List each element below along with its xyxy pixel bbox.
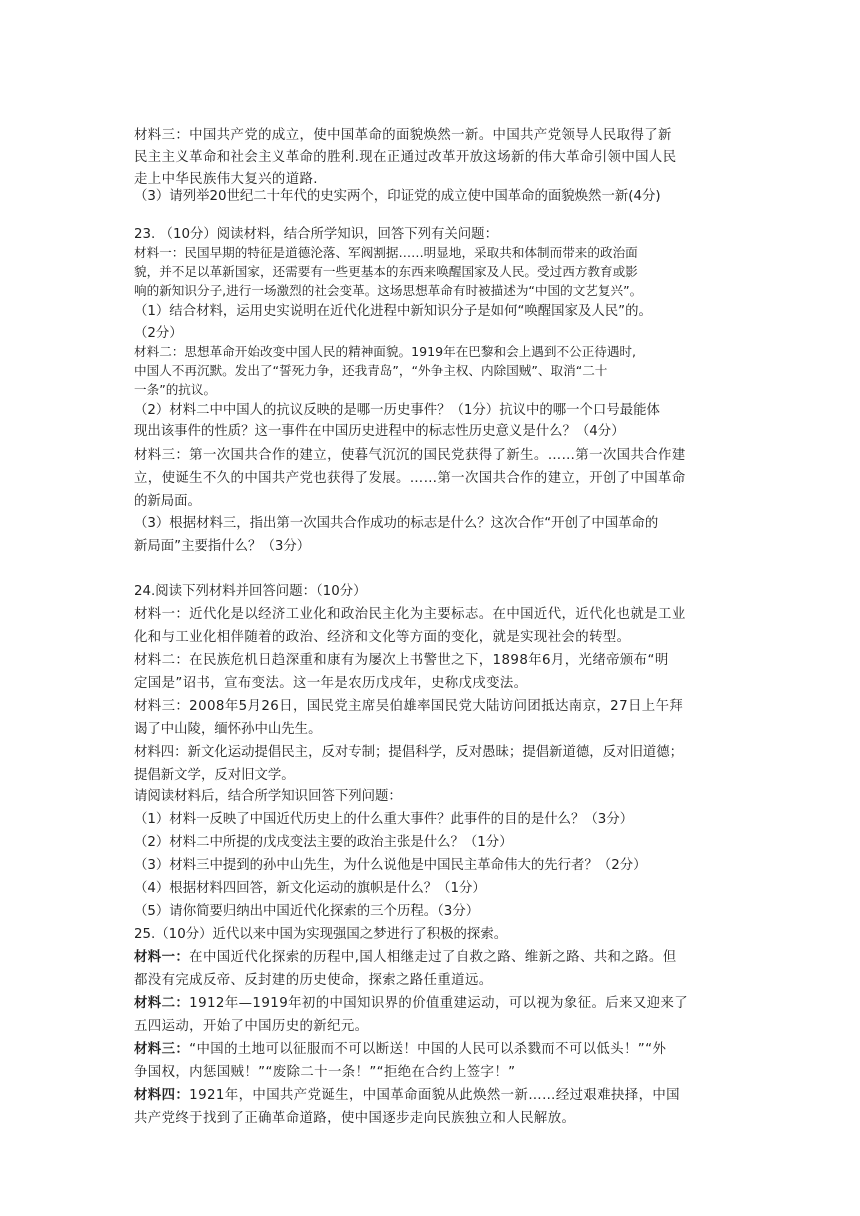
q24-question5: （5）请你简要归纳出中国近代化探索的三个历程。（3分） (134, 904, 480, 919)
q24-question4: （4）根据材料四回答，新文化运动的旗帜是什么？（1分） (134, 881, 486, 896)
q23-material1-line3: 响的新知识分子,进行一场激烈的社会变革。这场思想革命有时被描述为“中国的文艺复兴”。 (134, 283, 643, 298)
q24-question1: （1）材料一反映了中国近代历史上的什么重大事件？此事件的目的是什么？（3分） (134, 812, 634, 827)
q25-material2-line1 (134, 993, 744, 1015)
q23-material2-line1: 材料二：思想革命开始改变中国人民的精神面貌。1919年在巴黎和会上遇到不公正待遇时, (134, 344, 637, 359)
q25-header: 25.（10分）近代以来中国为实现强国之梦进行了积极的探索。 (134, 927, 508, 942)
q23-material1-line1: 材料一：民国早期的特征是道德沦落、军阀割据……明显地，采取共和体制而带来的政治面 (134, 245, 638, 260)
q25-material1-line1 (134, 947, 744, 969)
q23-material3-line2: 立，使诞生不久的中国共产党也获得了发展。……第一次国共合作的建立，开创了中国革命 (134, 471, 686, 486)
q25-material2-label: 材料二： (134, 996, 190, 1011)
q22-material3-line2: 民主主义革命和社会主义革命的胜利.现在正通过改革开放这场新的伟大革命引领中国人民 (134, 150, 677, 165)
q23-question2-line1: （2）材料二中中国人的抗议反映的是哪一历史事件？（1分）抗议中的哪一个口号最能体 (134, 403, 660, 418)
q23-question3-line1: （3）根据材料三，指出第一次国共合作成功的标志是什么？这次合作“开创了中国革命的 (134, 516, 659, 531)
q23-question1-line1: （1）结合材料，运用史实说明在近代化进程中新知识分子是如何“唤醒国家及人民”的。 (134, 304, 652, 319)
q25-material2-text: 1912年—1919年初的中国知识界的价值重建运动，可以视为象征。后来又迎来了 (189, 996, 689, 1011)
q25-material4-label: 材料四： (134, 1088, 190, 1103)
q22-material3-line3: 走上中华民族伟大复兴的道路. (134, 172, 318, 187)
q24-header: 24.阅读下列材料并回答问题：（10分） (134, 584, 367, 599)
q24-question2: （2）材料二中所提的戊戌变法主要的政治主张是什么？（1分） (134, 835, 513, 850)
q25-material3-line2: 争国权，内惩国贼！”“废除二十一条！”“拒绝在合约上签字！” (134, 1065, 516, 1080)
q23-material2-line2: 中国人不再沉默。发出了“誓死力争，还我青岛”，“外争主权、内除国贼”、取消“二十 (134, 363, 608, 378)
q23-question1-line2: （2分） (134, 326, 183, 341)
q25-material4-line2: 共产党终于找到了正确革命道路，使中国逐步走向民族独立和人民解放。 (134, 1111, 576, 1126)
q25-material3-label: 材料三： (134, 1042, 190, 1057)
q25-material4-text: 1921年，中国共产党诞生，中国革命面貌从此焕然一新……经过艰难抉择，中国 (189, 1088, 680, 1103)
q23-header: 23. （10分）阅读材料，结合所学知识，回答下列有关问题： (134, 227, 498, 242)
q24-material4-line2: 提倡新文学，反对旧文学。 (134, 768, 295, 783)
q23-material2-line3: 一条”的抗议。 (134, 382, 217, 397)
q25-material1-text: 在中国近代化探索的历程中,国人相继走过了自救之路、维新之路、共和之路。但 (189, 950, 677, 965)
q24-material1-line1: 材料一：近代化是以经济工业化和政治民主化为主要标志。在中国近代，近代化也就是工业 (134, 607, 686, 622)
q23-material1-line2: 貌，并不足以革新国家，还需要有一些更基本的东西来唤醒国家及人民。受过西方教育或影 (134, 264, 638, 279)
q24-material3-line1: 材料三：2008年5月26日，国民党主席吴伯雄率国民党大陆访问团抵达南京，27日上午拜 (134, 699, 684, 714)
q24-material1-line2: 化和与工业化相伴随着的政治、经济和文化等方面的变化，就是实现社会的转型。 (134, 630, 631, 645)
q24-question3: （3）材料三中提到的孙中山先生，为什么说他是中国民主革命伟大的先行者？（2分） (134, 858, 647, 873)
q25-material4-line1 (134, 1085, 744, 1107)
q24-material3-line2: 谒了中山陵，缅怀孙中山先生。 (134, 722, 322, 737)
q23-question2-line2: 现出该事件的性质？这一事件在中国历史进程中的标志性历史意义是什么？（4分） (134, 424, 625, 439)
q24-instruction: 请阅读材料后，结合所学知识回答下列问题： (134, 789, 402, 804)
q25-material1-label: 材料一： (134, 950, 190, 965)
q23-question3-line2: 新局面”主要指什么？（3分） (134, 539, 311, 554)
q24-material2-line2: 定国是”诏书，宣布变法。这一年是农历戊戌年，史称戊戌变法。 (134, 676, 528, 691)
q23-material3-line3: 的新局面。 (134, 494, 201, 509)
q25-material1-line2: 都没有完成反帝、反封建的历史使命，探索之路任重道远。 (134, 973, 493, 988)
q23-material3-line1: 材料三：第一次国共合作的建立，使暮气沉沉的国民党获得了新生。……第一次国共合作建 (134, 448, 686, 463)
q25-material2-line2: 五四运动，开始了中国历史的新纪元。 (134, 1019, 369, 1034)
q25-material3-line1 (134, 1039, 744, 1061)
q24-material2-line1: 材料二：在民族危机日趋深重和康有为屡次上书警世之下，1898年6月，光绪帝颁布“明 (134, 653, 669, 668)
q25-material3-text: “中国的土地可以征服而不可以断送！中国的人民可以杀戮而不可以低头！”“外 (189, 1042, 667, 1057)
q22-material3-line1: 材料三：中国共产党的成立，使中国革命的面貌焕然一新。中国共产党领导人民取得了新 (134, 128, 672, 143)
q22-question3: （3）请列举20世纪二十年代的史实两个，印证党的成立使中国革命的面貌焕然一新(4分) (134, 189, 661, 204)
q24-material4-line1: 材料四：新文化运动提倡民主，反对专制；提倡科学，反对愚昧；提倡新道德，反对旧道德； (134, 745, 684, 760)
